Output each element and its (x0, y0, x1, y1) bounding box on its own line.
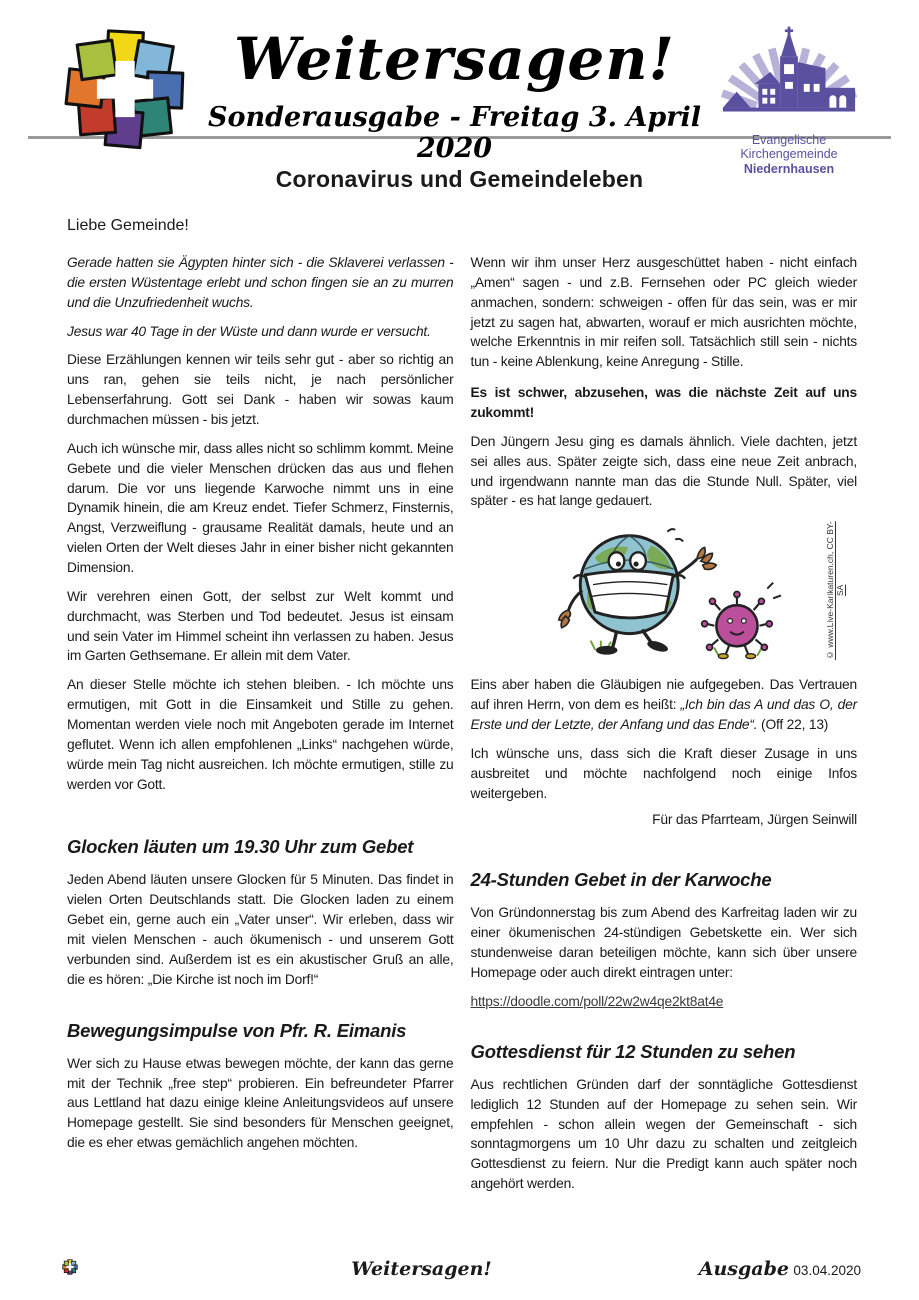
section-heading: Bewegungsimpulse von Pfr. R. Eimanis (67, 1019, 407, 1041)
paragraph: Aus rechtlichen Gründen darf der sonntägliche Gottesdienst lediglich 12 Stunden auf der Homepage zu sehen sein. Wir empfehlen - schon allein wegen der Gemeinschaft - sich sonntagmorgens um 10 Uhr dazu zu schalten und zeitgleich Gottesdienst zu feiern. Nur die Predigt kann auch später noch angehört werden. (470, 1076, 857, 1192)
church-icon (715, 26, 863, 126)
paragraph: Wenn wir ihm unser Herz ausgeschüttet haben - nicht einfach „Amen“ sagen - und z.B. Fernsehen oder PC gleich wieder anmachen, sondern: schweigen - offen für das sein, was er mir jetzt zu sagen hat, abwarten, worauf er mich ausrichten möchte, welche Erkenntnis in mir reifen soll. Tatsächlich still sein - nichts tun - keine Ablenkung, keine Anregung - Stille. (470, 255, 857, 370)
doodle-poll-link[interactable]: https://doodle.com/poll/22w2w4qe2kt8at4e (470, 993, 724, 1009)
bible-quote: „Ich bin das A und das O, der Erste und der Letzte, der Anfang und das Ende“. (470, 697, 858, 733)
section-heading: Glocken läuten um 19.30 Uhr zum Gebet (67, 836, 414, 858)
footer-issue-date: 03.04.2020 (793, 1263, 861, 1278)
paragraph: Jeden Abend läuten unsere Glocken für 5 Minuten. Das findet in vielen Orten Deutschlands statt. Die Glocken laden zu einem Gebet ein, gerne auch ein „Vater unser“. Wir erleben, dass wir mit vielen Menschen - auch ökumenisch - und unserem Gott verbunden sind. Außerdem ist es ein akustischer Gruß an alle, die es hören: „Die Kirche ist noch im Dorf!“ (67, 872, 454, 987)
salutation: Liebe Gemeinde! (67, 217, 189, 234)
left-column (67, 253, 454, 1203)
paragraph: Den Jüngern Jesu ging es damals ähnlich. Viele dachten, jetzt sei alles aus. Später zeigte sich, dass eine neue Zeit anbrach, und irgendwann nannte man das die Stunde Null. Später, viel später - es hat lange gedauert. (470, 433, 857, 509)
bold-lead: Es ist schwer, abzusehen, was die nächste Zeit auf uns zukommt! (470, 385, 857, 421)
paragraph: An dieser Stelle möchte ich stehen bleiben. - Ich möchte uns ermutigen, mit Gott in die Einsamkeit und Stille zu gehen. Momentan werden viele noch mit Angeboten gerade im Internet geflutet. Wenn ich allen empfohlenen „Links“ nachgehen würde, würde mein Tag nicht ausreichen. Ich möchte ermutigen, stille zu werden vor Gott. (67, 677, 454, 792)
section-heading: Gottesdienst für 12 Stunden zu sehen (470, 1040, 796, 1062)
masthead (0, 0, 919, 176)
paragraph: Jesus war 40 Tage in der Wüste und dann wurde er versucht. (67, 323, 431, 339)
globe-mask-cartoon (471, 520, 858, 667)
footer-title: Weitersagen! (351, 1258, 492, 1280)
section-gottesdienst (471, 1041, 858, 1194)
paragraph: Wir verehren einen Gott, der selbst zur Welt kommt und durchmacht, was Sterben und Tod bedeutet. Jesus ist einsam und sein Vater im Himmel scheint ihn verlassen zu haben. Jesus im Garten Gethsemane. Er allein mit dem Vater. (67, 588, 454, 664)
section-bewegungsimpulse (67, 1020, 454, 1153)
puzzle-cross-logo-icon (62, 26, 194, 157)
footer-logo-icon (62, 1259, 202, 1280)
signature: Für das Pfarrteam, Jürgen Seinwill (652, 812, 857, 828)
newsletter-title: Weitersagen! (234, 25, 675, 93)
church-logo-text: Evangelische Kirchengemeinde Niedernhausen (740, 133, 838, 176)
right-column (471, 253, 858, 1203)
cartoon-credit: © www.Live-Karikaturen.ch, CC BY-SA (825, 521, 845, 661)
paragraph: Ich wünsche uns, dass sich die Kraft dieser Zusage in uns ausbreitet und möchte nachfolgend noch einige Infos weitergeben. (470, 745, 857, 801)
text-run: (Off 22, 13) (757, 717, 829, 733)
paragraph: Wer sich zu Hause etwas bewegen möchte, der kann das gerne mit der Technik „free step“ probieren. Ein befreundeter Pfarrer aus Lettland hat dazu einige kleine Anleitungsvideos auf unsere Homepage gestellt. Sie sind besonders für Menschen geeignet, die es eher etwas gemächlich angehen möchten. (67, 1055, 454, 1151)
page-footer (62, 1258, 861, 1280)
paragraph: Auch ich wünsche mir, dass alles nicht so schlimm kommt. Meine Gebete und die vieler Menschen drücken das aus und flehen darum. Die vor uns liegende Karwoche nimmt uns in eine Dynamik hinein, die am Kreuz endet. Tiefer Schmerz, Finsternis, Angst, Verzweiflung - grausame Realität damals, heute und an vielen Orten der Welt dieses Jahr in einer bisher nicht gekannten Dimension. (67, 440, 454, 576)
section-24-stunden-gebet (471, 869, 858, 1010)
section-glocken (67, 836, 454, 989)
paragraph: Diese Erzählungen kennen wir teils sehr gut - aber so richtig an uns ran, gehen sie teils nicht, je nach persönlicher Lebenserfahrung. Gott sei Dank - haben wir sowas kaum durchmachen müssen - bis jetzt. (67, 352, 454, 428)
church-logo (715, 26, 863, 176)
paragraph: Von Gründonnerstag bis zum Abend des Karfreitag laden wir zu einer ökumenischen 24-stündigen Gebetskette ein. Wer sich stundenweise daran beteiligen möchte, kann sich über unsere Homepage oder auch direkt eintragen unter: (470, 905, 857, 981)
paragraph (471, 675, 858, 735)
text-run: Eins aber haben die Gläubigen nie aufgegeben. Das Vertrauen auf ihren Herrn, von dem es heißt: (470, 677, 857, 713)
paragraph: Gerade hatten sie Ägypten hinter sich - die Sklaverei verlassen - die ersten Wüstentage erlebt und schon fingen sie an zu murren und die Unzufriedenheit wuchs. (67, 255, 454, 310)
footer-issue (641, 1258, 861, 1280)
section-heading: 24-Stunden Gebet in der Karwoche (470, 869, 772, 891)
newsletter-subtitle: Sonderausgabe - Freitag 3. April 2020 (208, 102, 701, 164)
footer-issue-label: Ausgabe (698, 1258, 789, 1280)
page-title: Coronavirus und Gemeindeleben (275, 166, 644, 192)
cartoon-illustration-icon (536, 520, 791, 662)
